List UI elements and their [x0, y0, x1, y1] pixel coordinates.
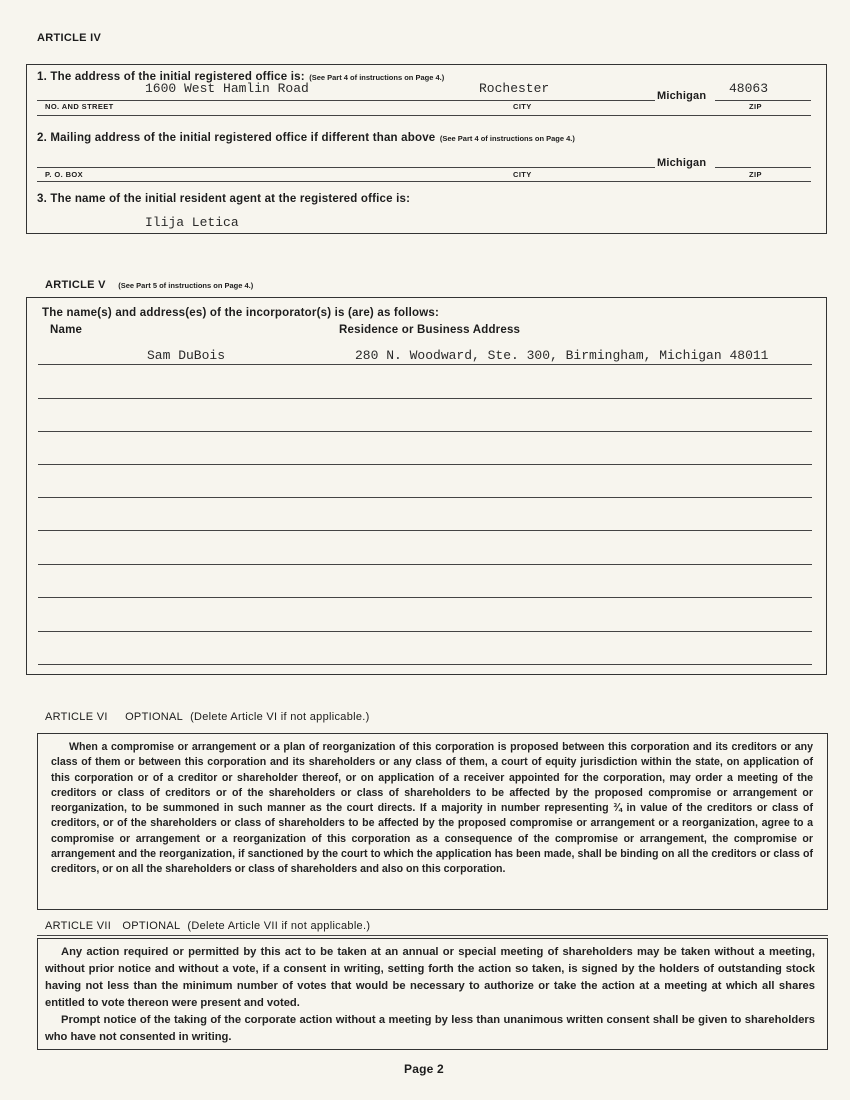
q2-label: 2. Mailing address of the initial registered office if different than above: [37, 132, 436, 144]
entry-line[interactable]: [38, 398, 812, 399]
entry-line: [38, 364, 812, 365]
q1-label: 1. The address of the initial registered office is:: [37, 71, 305, 83]
article-7-text-2: Prompt notice of the taking of the corporate action without a meeting by less than unanimous written consent shall be given to shareholders who have not consented in writing.: [45, 1014, 815, 1043]
article-5-box: [26, 297, 827, 675]
page-number: Page 2: [404, 1062, 444, 1076]
article-7-optional: OPTIONAL: [122, 920, 181, 932]
entry-line[interactable]: [38, 497, 812, 498]
entry-line[interactable]: [38, 631, 812, 632]
registered-zip[interactable]: 48063: [729, 81, 769, 96]
q2-separator: [37, 181, 811, 182]
article-4-box: [26, 64, 827, 234]
article-7-heading: ARTICLE VII: [45, 920, 112, 932]
q1-note: (See Part 4 of instructions on Page 4.): [309, 73, 445, 82]
article-7-box: [37, 938, 828, 1050]
registered-city[interactable]: Rochester: [479, 81, 550, 96]
incorporators-intro: The name(s) and address(es) of the incorporator(s) is (are) as follows:: [42, 307, 439, 319]
q1-city-caption: CITY: [513, 102, 532, 111]
article-4-heading: ARTICLE IV: [37, 32, 102, 44]
article-5-header: [45, 275, 253, 293]
entry-line[interactable]: [38, 564, 812, 565]
incorporator-address[interactable]: 280 N. Woodward, Ste. 300, Birmingham, Michigan 48011: [355, 348, 769, 363]
article-7-rule: [37, 935, 828, 936]
entry-line[interactable]: [38, 431, 812, 432]
q1-street-caption: NO. AND STREET: [45, 102, 114, 111]
entry-line[interactable]: [38, 664, 812, 665]
q1-separator: [37, 115, 811, 116]
q1-street-line: [37, 100, 655, 101]
article-6-heading: ARTICLE VI: [45, 711, 108, 723]
article-6-header: [45, 711, 370, 723]
q2-question: [37, 128, 575, 146]
article-6-optional: OPTIONAL: [125, 711, 183, 723]
article-6-delete-note: (Delete Article VI if not applicable.): [190, 711, 370, 723]
q2-note: (See Part 4 of instructions on Page 4.): [439, 134, 575, 143]
article-6-box: [37, 733, 828, 910]
q2-state: Michigan: [657, 157, 707, 169]
q2-zip-caption: ZIP: [749, 170, 762, 179]
col-address-header: Residence or Business Address: [339, 324, 521, 336]
registered-street[interactable]: 1600 West Hamlin Road: [145, 81, 309, 96]
article-7-text-1: Any action required or permitted by this act to be taken at an annual or special meeting of shareholders may be taken without a meeting, without prior notice and without a vote, if a consent in writing, setting forth the action so taken, is signed by the holders of outstanding stock having not less than the minimum number of votes that would be necessary to authorize or take the action at a meeting at which all shares entitled to vote thereon were present and voted.: [45, 946, 815, 1009]
q2-box-caption: P. O. BOX: [45, 170, 84, 179]
article-6-text: When a compromise or arrangement or a plan of reorganization of this corporation is proposed between this corporation and its creditors or any class of them or between this corporation and its shareholders or any class of them, a court of equity jurisdiction within the state, on application of this corporation or of a creditor or shareholder thereof, or on application of a receiver appointed for the corporation, may order a meeting of the creditors or class of creditors or of the shareholders or class of shareholders to be affected by the proposed compromise or arrangement or reorganization, to be summoned in such manner as the court directs. If a majority in number representing ¾ in value of the creditors or class of creditors, or of the shareholders or class of shareholders to be affected by the proposed compromise or arrangement or a reorganization, agree to a compromise or arrangement or a reorganization of this corporation as a consequence of the compromise or arrangement, the compromise or arrangement and the reorganization, if sanctioned by the court to which the application has been made, shall be binding on all the creditors or class of creditors, or on all the shareholders or class of shareholders and also on this corporation.: [51, 741, 813, 876]
q1-zip-line: [715, 100, 811, 101]
entry-line[interactable]: [38, 597, 812, 598]
q2-box-line[interactable]: [37, 167, 655, 168]
q1-zip-caption: ZIP: [749, 102, 762, 111]
col-name-header: Name: [50, 324, 83, 336]
article-7-header: [45, 920, 370, 932]
article-7-delete-note: (Delete Article VII if not applicable.): [187, 920, 371, 932]
article-5-heading: ARTICLE V: [45, 279, 106, 291]
q2-city-caption: CITY: [513, 170, 532, 179]
entry-line[interactable]: [38, 530, 812, 531]
incorporator-name[interactable]: Sam DuBois: [147, 348, 226, 363]
resident-agent[interactable]: Ilija Letica: [145, 215, 239, 230]
entry-line[interactable]: [38, 464, 812, 465]
q2-zip-line[interactable]: [715, 167, 811, 168]
article-5-note: (See Part 5 of instructions on Page 4.): [118, 281, 254, 290]
q3-label: 3. The name of the initial resident agent at the registered office is:: [37, 193, 411, 205]
q1-state: Michigan: [657, 90, 707, 102]
